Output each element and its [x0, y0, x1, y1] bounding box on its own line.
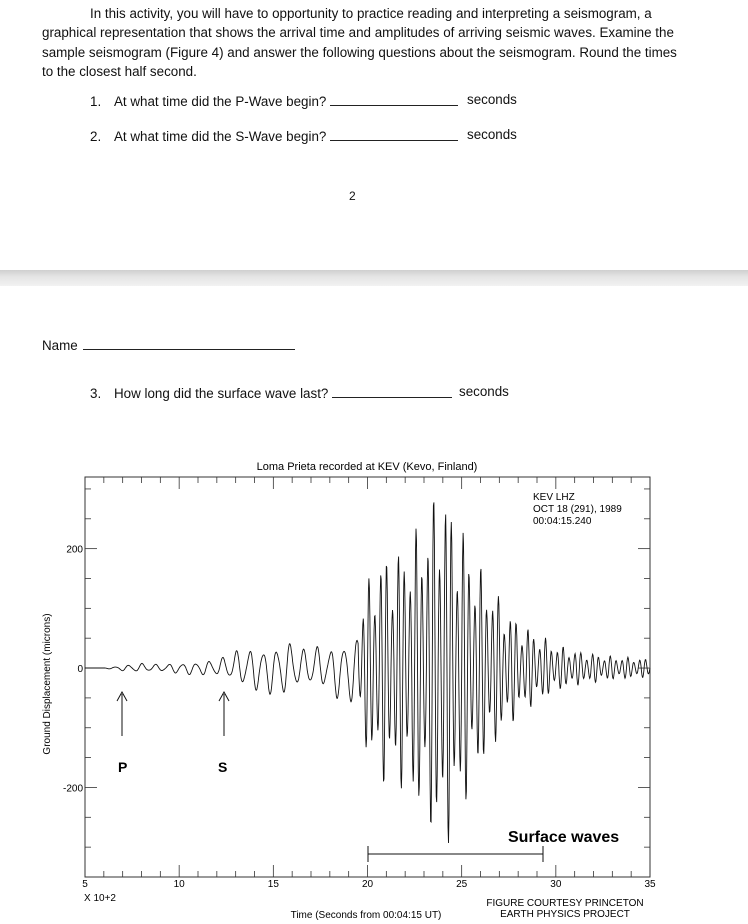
x-tick-label: 20: [361, 879, 374, 890]
x-tick-label: 25: [456, 879, 468, 890]
question-1-unit: seconds: [467, 92, 517, 107]
page-number: 2: [349, 189, 356, 203]
credit-line-1: FIGURE COURTESY PRINCETON: [486, 898, 644, 909]
credit-line-2: EARTH PHYSICS PROJECT: [500, 909, 630, 920]
question-2-text: At what time did the S-Wave begin?: [114, 129, 327, 144]
answer-1-blank[interactable]: [330, 92, 458, 106]
question-1: [90, 92, 458, 109]
x-tick-label: 15: [267, 879, 279, 890]
seismogram-trace: [85, 502, 650, 843]
station-info-line-3: 00:04:15.240: [533, 516, 592, 527]
question-2-unit: seconds: [467, 127, 517, 142]
question-3-text: How long did the surface wave last?: [114, 386, 329, 401]
y-axis-label: Ground Displacement (microns): [42, 613, 53, 755]
question-2-number: 2.: [90, 129, 102, 144]
y-tick-label: 200: [66, 544, 83, 556]
answer-2-blank[interactable]: [330, 127, 458, 141]
x-tick-label: 30: [550, 879, 562, 890]
x-axis-label: Time (Seconds from 00:04:15 UT): [290, 910, 442, 921]
page-separator: [0, 270, 748, 286]
y-tick-label: -200: [62, 783, 83, 795]
question-2: [90, 127, 458, 144]
y-tick-labels: [63, 545, 83, 795]
x-tick-labels: [82, 879, 656, 890]
name-row: [42, 336, 295, 353]
question-3-number: 3.: [90, 386, 102, 401]
answer-3-blank[interactable]: [332, 384, 452, 398]
worksheet-page: [0, 0, 748, 270]
question-3: [90, 384, 452, 401]
p-marker-label: P: [118, 759, 128, 775]
x-multiplier-label: X 10+2: [84, 893, 116, 904]
question-3-unit: seconds: [459, 384, 509, 399]
station-info-line-2: OCT 18 (291), 1989: [533, 504, 622, 515]
seismogram-figure: [0, 454, 748, 924]
s-marker-label: S: [218, 759, 228, 775]
question-1-number: 1.: [90, 94, 102, 109]
x-tick-label: 35: [644, 879, 656, 890]
x-tick-label: 10: [173, 879, 185, 890]
chart-title: Loma Prieta recorded at KEV (Kevo, Finland): [256, 461, 478, 473]
surface-waves-label: Surface waves: [508, 829, 620, 846]
question-1-text: At what time did the P-Wave begin?: [114, 94, 327, 109]
station-info-line-1: KEV LHZ: [533, 492, 575, 503]
intro-paragraph: In this activity, you will have to opportunity to practice reading and interpreting a seismogram, a graphical representation that shows the arrival time and amplitudes of arriving seismic waves. Examine the sample seismogram (Figure 4) and answer the following questions about the seismogram. Round the times to the closest half second.: [42, 6, 677, 79]
name-blank[interactable]: [83, 336, 295, 350]
name-label: Name: [42, 338, 78, 353]
y-tick-label: 0: [77, 664, 83, 676]
x-tick-label: 5: [82, 879, 88, 890]
